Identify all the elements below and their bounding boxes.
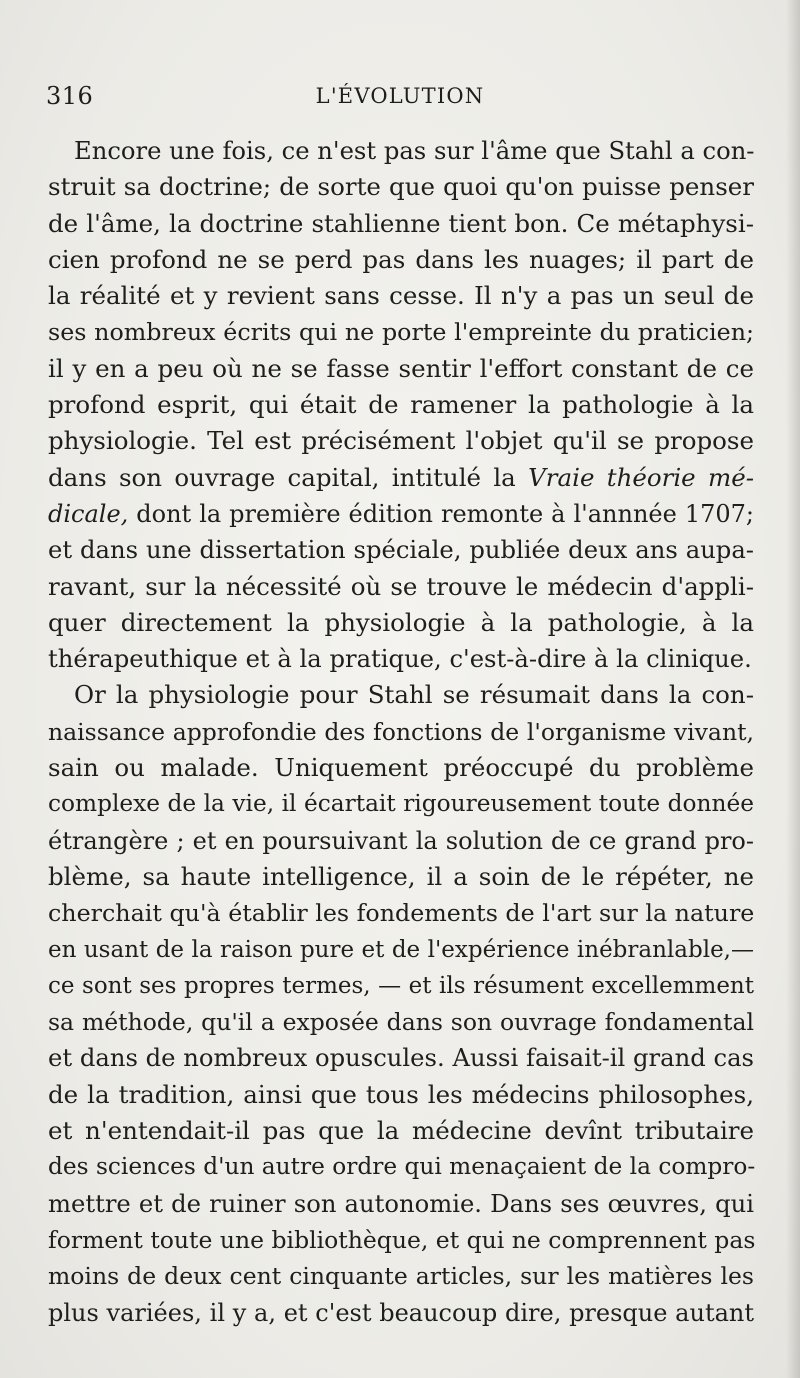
text-line-with-title [48,496,754,532]
text-line: cien profond ne se perd pas dans les nuages; il part de [48,244,754,274]
body-text [48,133,754,1331]
text-line: Or la physiologie pour Stahl se résumait dans la con- [74,680,754,710]
text-line: struit sa doctrine; de sorte que quoi qu'on puisse penser [48,172,754,202]
text-line: de la tradition, ainsi que tous les médecins philosophes, [48,1079,754,1109]
text-line: et dans une dissertation spéciale, publiée deux ans aupa- [48,535,754,565]
text-line: ce sont ses propres termes, — et ils résument excellemment [48,972,754,999]
text-segment: dans son ouvrage capital, intitulé la [48,462,529,492]
text-line: des sciences d'un autre ordre qui menaçaient de la compro- [48,1153,756,1181]
text-line-with-title [48,460,754,496]
text-line: étrangère ; et en poursuivant la solution de ce grand pro- [48,826,754,855]
text-line: ravant, sur la nécessité où se trouve le médecin d'appli- [48,571,754,601]
italic-title: Vraie théorie mé- [528,462,754,492]
italic-title: dicale, [48,499,129,528]
text-line: il y en a peu où ne se fasse sentir l'effort constant de ce [48,353,754,383]
text-line: sain ou malade. Uniquement préoccupé du problème [48,753,754,783]
text-segment: dont la première édition remonte à l'annnée 1707; [128,499,754,528]
text-line: complexe de la vie, il écartait rigoureusement toute donnée [48,790,754,818]
text-line: quer directement la physiologie à la pathologie, à la [48,607,754,637]
text-line: thérapeuthique et à la pratique, c'est-à-dire à la clinique. [48,644,752,674]
page-number: 316 [46,82,94,110]
text-line: physiologie. Tel est précisément l'objet qu'il se propose [48,426,754,456]
text-line: ses nombreux écrits qui ne porte l'empreinte du praticien; [48,318,754,347]
text-line: en usant de la raison pure et de l'expérience inébranlable,— [48,936,754,963]
text-line: sa méthode, qu'il a exposée dans son ouvrage fondamental [48,1008,754,1037]
text-line: forment toute une bibliothèque, et qui ne comprennent pas [48,1225,756,1254]
text-line: naissance approfondie des fonctions de l'organisme vivant, [48,717,754,746]
text-line: Encore une fois, ce n'est pas sur l'âme que Stahl a con- [74,136,755,165]
page-edge-shadow [786,0,800,1378]
text-line: plus variées, il y a, et c'est beaucoup dire, presque autant [48,1298,754,1327]
text-line: de l'âme, la doctrine stahlienne tient bon. Ce métaphysi- [48,208,754,238]
page-header [46,82,754,116]
running-title: L'ÉVOLUTION [315,84,485,108]
text-line: moins de deux cent cinquante articles, sur les matières les [48,1262,754,1291]
text-line: et dans de nombreux opuscules. Aussi faisait-il grand cas [48,1043,754,1073]
text-line: blème, sa haute intelligence, il a soin de le répéter, ne [48,861,754,891]
text-line: mettre et de ruiner son autonomie. Dans ses œuvres, qui [48,1188,754,1218]
text-line: la réalité et y revient sans cesse. Il n'y a pas un seul de [48,281,754,311]
text-line: cherchait qu'à établir les fondements de l'art sur la nature [48,899,755,928]
text-line: profond esprit, qui était de ramener la pathologie à la [48,390,754,420]
text-line: et n'entendait-il pas que la médecine devînt tributaire [48,1116,754,1146]
